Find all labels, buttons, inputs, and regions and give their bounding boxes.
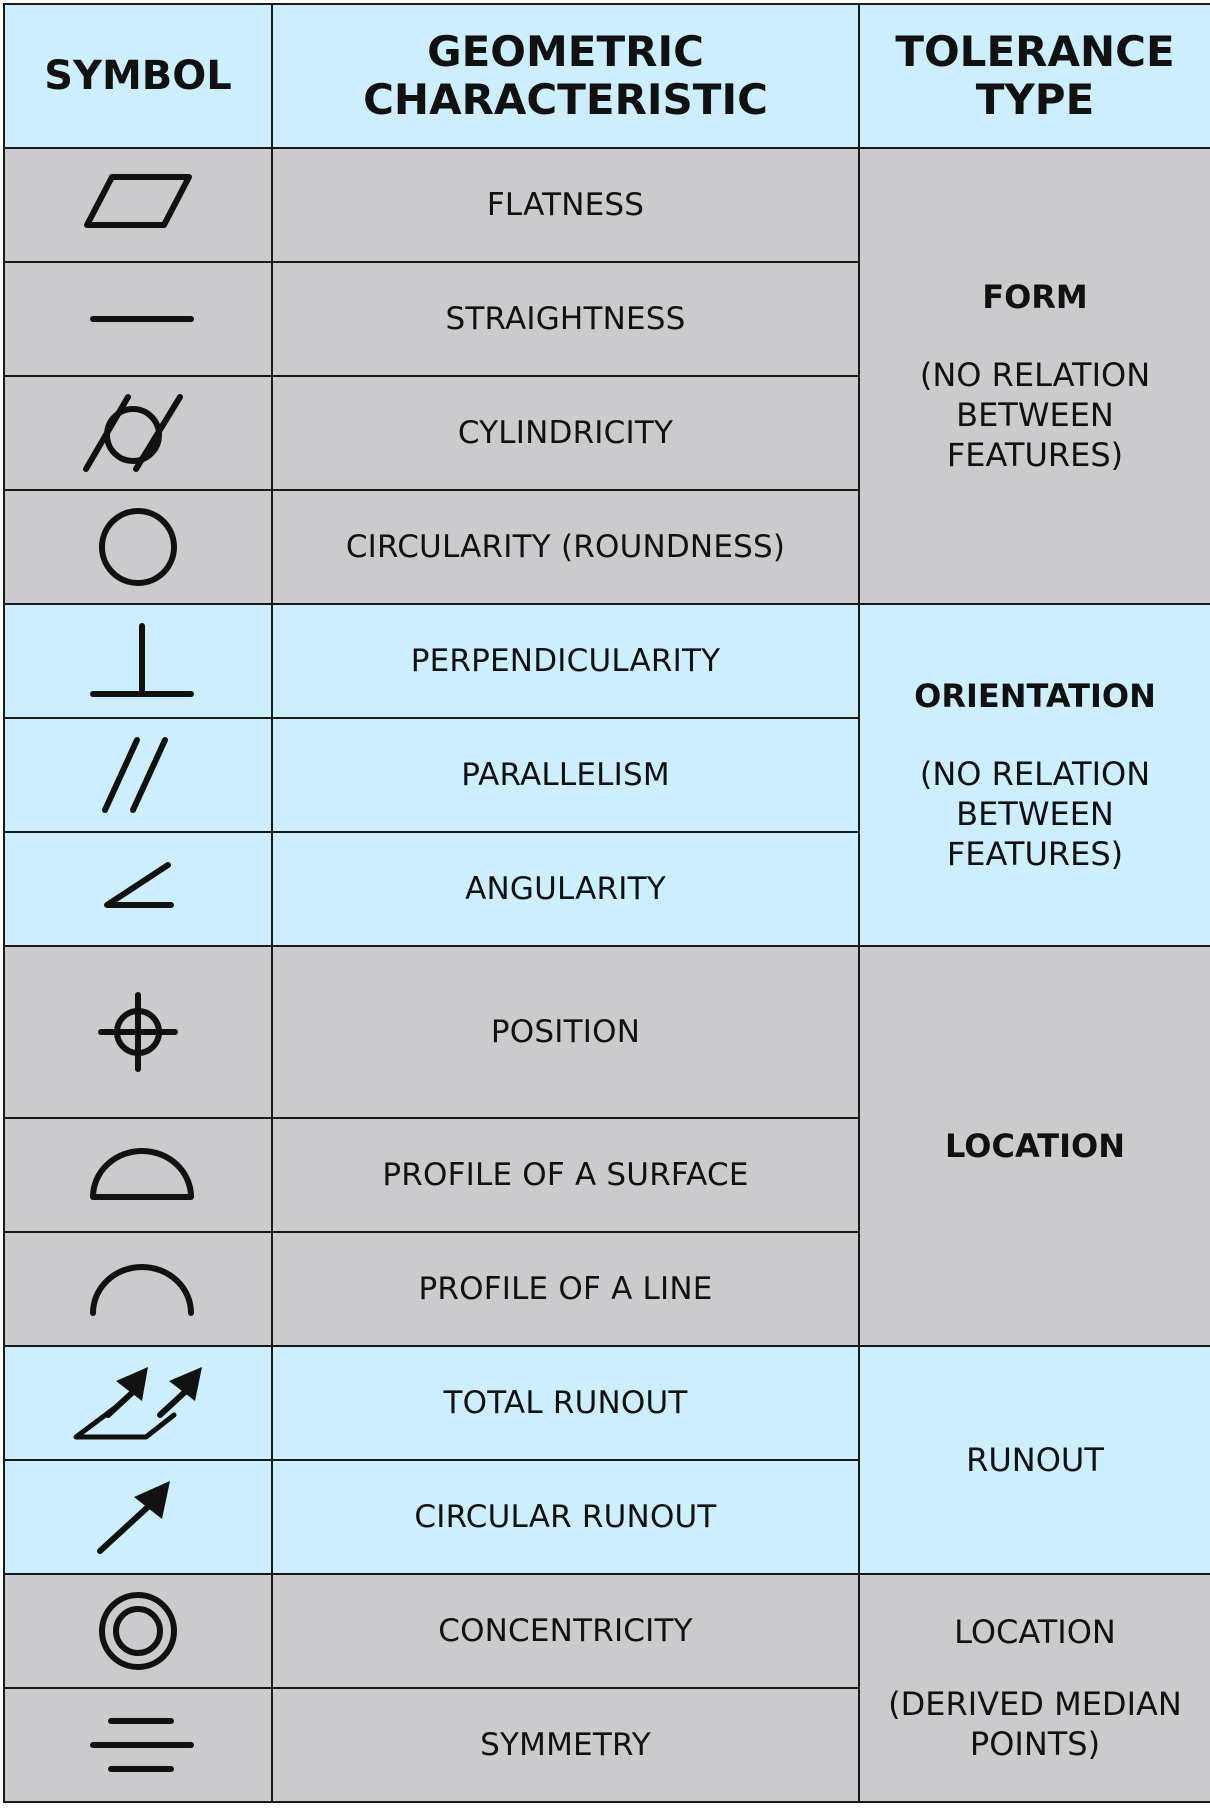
characteristic-cell: CIRCULAR RUNOUT <box>272 1460 859 1574</box>
characteristic-cell: PARALLELISM <box>272 718 859 832</box>
group-note-line: (DERIVED MEDIAN <box>888 1685 1182 1723</box>
profile-of-a-surface-icon <box>78 1145 198 1205</box>
cylindricity-icon <box>78 391 198 475</box>
group-note-line: POINTS) <box>969 1725 1101 1763</box>
concentricity-icon <box>93 1589 183 1673</box>
parallelism-icon <box>93 734 183 816</box>
symbol-cell <box>4 946 272 1118</box>
symbol-cell <box>4 718 272 832</box>
table-row <box>4 946 1210 1118</box>
group-label: FORM <box>982 278 1088 316</box>
flatness-icon <box>78 170 198 240</box>
tolerance-type-orientation <box>859 604 1210 946</box>
tolerance-type-runout <box>859 1346 1210 1574</box>
characteristic-cell: PERPENDICULARITY <box>272 604 859 718</box>
group-note-line: FEATURES) <box>946 436 1124 474</box>
symbol-cell <box>4 490 272 604</box>
profile-of-a-line-icon <box>78 1259 198 1319</box>
header-characteristic <box>272 4 859 148</box>
symbol-cell <box>4 1232 272 1346</box>
table-row <box>4 148 1210 262</box>
symbol-cell <box>4 604 272 718</box>
table-row <box>4 1346 1210 1460</box>
group-note <box>860 1684 1210 1764</box>
characteristic-cell: PROFILE OF A SURFACE <box>272 1118 859 1232</box>
group-label: ORIENTATION <box>914 677 1156 715</box>
header-characteristic-line1: GEOMETRIC <box>427 27 704 76</box>
symbol-cell <box>4 262 272 376</box>
table-row <box>4 1574 1210 1688</box>
tolerance-type-location <box>859 946 1210 1346</box>
characteristic-cell: FLATNESS <box>272 148 859 262</box>
symbol-cell <box>4 1688 272 1802</box>
group-label: LOCATION <box>954 1613 1116 1651</box>
header-symbol: SYMBOL <box>4 4 272 148</box>
symbol-cell <box>4 832 272 946</box>
position-icon <box>93 990 183 1074</box>
total-runout-icon <box>68 1361 208 1445</box>
angularity-icon <box>93 859 183 919</box>
header-row <box>4 4 1210 148</box>
symbol-cell <box>4 148 272 262</box>
gdt-symbols-table <box>3 3 1210 1803</box>
group-note-line: BETWEEN <box>956 396 1114 434</box>
header-type-line1: TOLERANCE <box>895 27 1175 76</box>
characteristic-cell: POSITION <box>272 946 859 1118</box>
circular-runout-icon <box>88 1475 188 1559</box>
header-tolerance-type <box>859 4 1210 148</box>
header-characteristic-line2: CHARACTERISTIC <box>363 75 768 124</box>
table-row <box>4 604 1210 718</box>
tolerance-type-form <box>859 148 1210 604</box>
group-note-line: FEATURES) <box>946 835 1124 873</box>
group-note <box>860 355 1210 475</box>
symbol-cell <box>4 1118 272 1232</box>
straightness-icon <box>78 309 198 329</box>
circularity-icon <box>93 505 183 589</box>
characteristic-cell: CIRCULARITY (ROUNDNESS) <box>272 490 859 604</box>
characteristic-cell: ANGULARITY <box>272 832 859 946</box>
characteristic-cell: STRAIGHTNESS <box>272 262 859 376</box>
header-type-line2: TYPE <box>975 75 1095 124</box>
symbol-cell <box>4 376 272 490</box>
characteristic-cell: CONCENTRICITY <box>272 1574 859 1688</box>
characteristic-cell: PROFILE OF A LINE <box>272 1232 859 1346</box>
group-note <box>860 754 1210 874</box>
symbol-cell <box>4 1346 272 1460</box>
characteristic-cell: TOTAL RUNOUT <box>272 1346 859 1460</box>
group-note-line: (NO RELATION <box>919 755 1151 793</box>
symbol-cell <box>4 1460 272 1574</box>
group-note-line: BETWEEN <box>956 795 1114 833</box>
characteristic-cell: CYLINDRICITY <box>272 376 859 490</box>
tolerance-type-location-derived <box>859 1574 1210 1802</box>
group-note-line: (NO RELATION <box>919 356 1151 394</box>
characteristic-cell: SYMMETRY <box>272 1688 859 1802</box>
perpendicularity-icon <box>78 620 198 702</box>
symmetry-icon <box>78 1713 198 1777</box>
group-label: RUNOUT <box>966 1441 1104 1479</box>
group-label: LOCATION <box>945 1127 1125 1165</box>
symbol-cell <box>4 1574 272 1688</box>
